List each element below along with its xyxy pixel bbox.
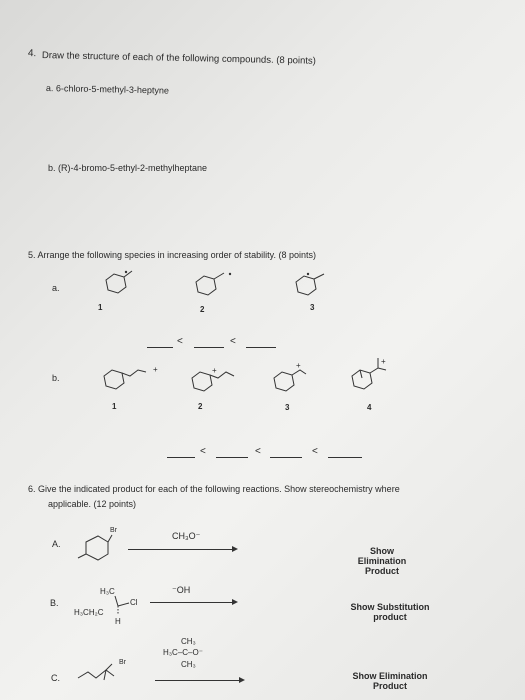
q6b-hydrogen: H	[115, 617, 121, 626]
q5b-plus-1: +	[153, 365, 158, 374]
q6a-reactant	[72, 530, 132, 570]
q6c-reaction-arrow	[155, 680, 243, 681]
q5b-structure-4	[348, 354, 398, 396]
q5b-plus-4: +	[381, 357, 386, 366]
q6a-reaction-arrow	[128, 549, 236, 550]
q6b-ethyl: H₃CH₂C	[74, 608, 104, 617]
q5b-number-2: 2	[198, 402, 203, 411]
q6a-label: A.	[52, 539, 61, 549]
q5a-blank-1[interactable]	[147, 347, 173, 348]
q5b-plus-2: +	[212, 366, 217, 375]
q6c-reagent-mid: H₃C–C–O⁻	[163, 648, 203, 657]
q5-a-label: a.	[52, 283, 60, 293]
q5b-number-3: 3	[285, 403, 290, 412]
q5a-structure-1	[100, 268, 150, 302]
q6b-instruction: Show Substitution product	[350, 602, 430, 622]
q5-b-label: b.	[52, 373, 60, 383]
q5b-blank-3[interactable]	[270, 457, 302, 458]
q5b-less-than-2: <	[255, 446, 261, 457]
q6c-reagent-top: CH₃	[181, 637, 196, 646]
q6b-chloro: Cl	[130, 598, 138, 607]
q6b-label: B.	[50, 598, 59, 608]
q5a-number-3: 3	[310, 303, 315, 312]
q6b-reagent: ⁻OH	[172, 585, 191, 595]
q6a-reagent: CH₃O⁻	[172, 531, 201, 541]
q5a-structure-2	[190, 268, 240, 302]
q6a-bromo: Br	[110, 527, 117, 534]
q5a-less-than-1: <	[177, 336, 183, 347]
q6c-instruction: Show Elimination Product	[352, 671, 428, 691]
q5b-number-4: 4	[367, 403, 372, 412]
q6c-reagent-bottom: CH₃	[181, 660, 196, 669]
q5-prompt: 5. Arrange the following species in increasing order of stability. (8 points)	[28, 250, 316, 260]
q5b-less-than-1: <	[200, 446, 206, 457]
q4-part-b: b. (R)-4-bromo-5-ethyl-2-methylheptane	[48, 163, 208, 173]
q6-prompt-line1: 6. Give the indicated product for each of the following reactions. Show stereochemistry where	[28, 484, 400, 494]
q5b-blank-1[interactable]	[167, 457, 195, 458]
q5a-blank-2[interactable]	[194, 347, 224, 348]
q5a-number-2: 2	[200, 305, 205, 314]
q5b-structure-1	[100, 362, 160, 396]
q4-prompt: Draw the structure of each of the following compounds. (8 points)	[41, 50, 317, 67]
q5a-number-1: 1	[98, 303, 103, 312]
q5b-structure-3	[270, 364, 320, 398]
q5a-blank-3[interactable]	[246, 347, 276, 348]
q6-prompt-line2: applicable. (12 points)	[48, 499, 137, 509]
q5b-blank-2[interactable]	[216, 457, 248, 458]
q5a-less-than-2: <	[230, 336, 236, 347]
q5b-less-than-3: <	[312, 446, 318, 457]
q4-number: 4.	[27, 48, 37, 60]
q6c-bromo: Br	[119, 659, 126, 666]
q6a-instruction: Show Elimination Product	[357, 546, 407, 576]
q5b-structure-2	[188, 364, 248, 398]
q4-part-a: a. 6-chloro-5-methyl-3-heptyne	[45, 83, 170, 96]
q6b-reaction-arrow	[150, 602, 236, 603]
q5a-structure-3	[290, 268, 340, 302]
q5b-number-1: 1	[112, 402, 117, 411]
q6b-h3c: H₃C	[100, 587, 115, 596]
q5b-blank-4[interactable]	[328, 457, 362, 458]
q5b-plus-3: +	[296, 361, 301, 370]
q6b-stereocenter-bonds	[110, 594, 134, 618]
q6c-label: C.	[51, 673, 60, 683]
